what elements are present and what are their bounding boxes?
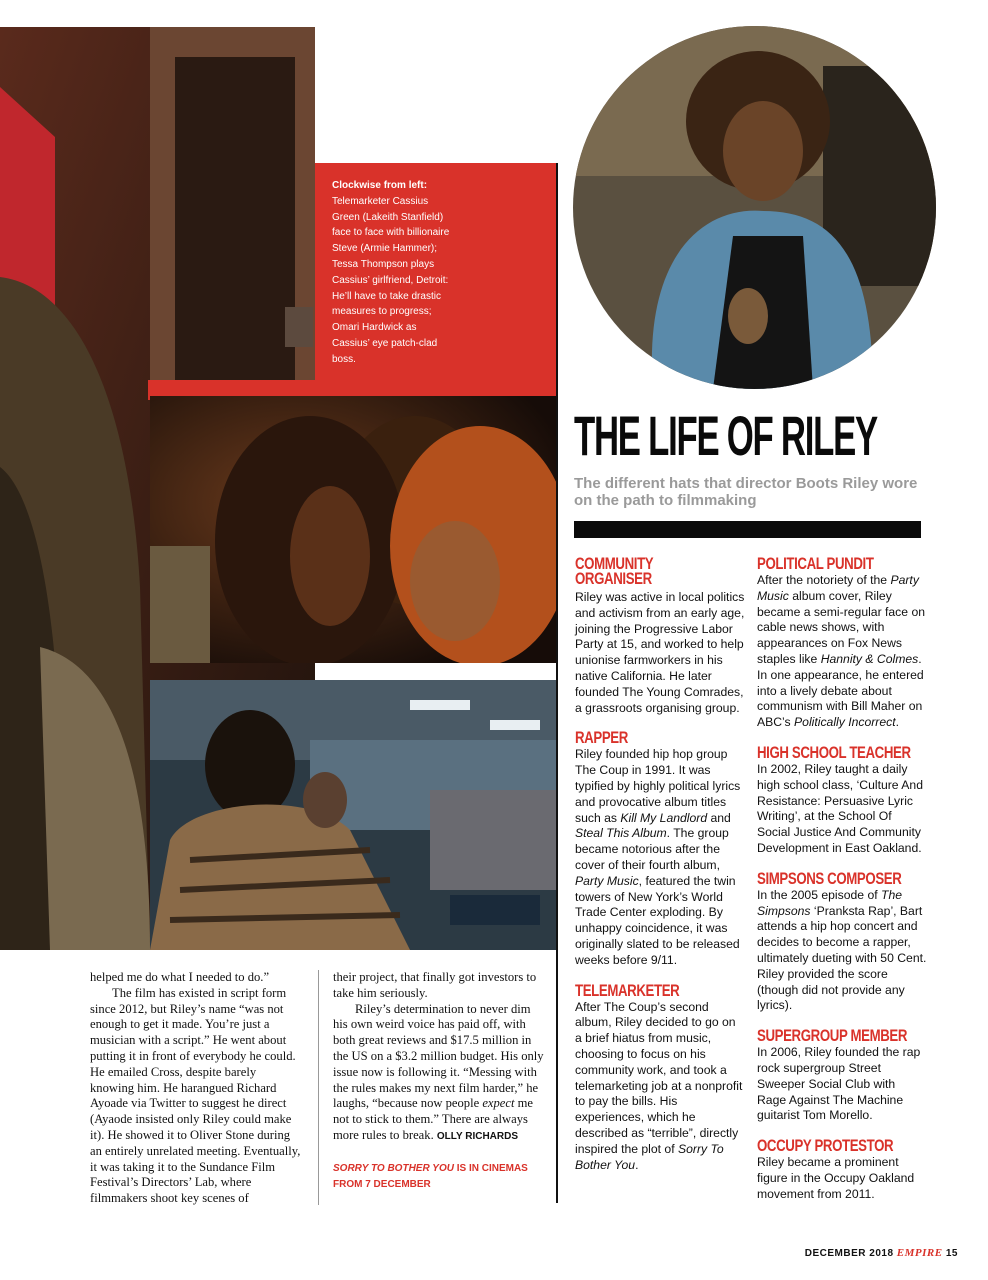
section-occupy-protestor <box>757 1138 927 1202</box>
section-high-school-teacher <box>757 742 927 857</box>
section-heading: OCCUPY PROTESTOR <box>757 1136 894 1156</box>
body-paragraph: their project, that finally got investors to take him seriously. <box>333 970 537 1000</box>
release-date-text: IS IN CINEMAS FROM 7 DECEMBER <box>333 1162 528 1190</box>
feature-headline: THE LIFE OF RILEY <box>574 404 877 467</box>
section-rapper <box>575 730 745 968</box>
section-political-pundit <box>757 556 927 731</box>
release-film-title: SORRY TO BOTHER YOU <box>333 1162 454 1174</box>
photo-boots-riley-portrait <box>573 26 936 389</box>
section-heading: COMMUNITY ORGANISER <box>575 554 654 588</box>
section-body: In 2006, Riley founded the rap rock supergroup Street Sweeper Social Club with Rage Against The Machine guitarist Tom Morello. <box>757 1045 921 1123</box>
column-divider <box>556 163 558 1203</box>
footer-date: DECEMBER 2018 <box>804 1248 894 1259</box>
section-simpsons-composer <box>757 868 927 1014</box>
body-column-1 <box>90 970 302 1207</box>
section-body: In the 2005 episode of The Simpsons ‘Pranksta Rap’, Bart attends a hip hop concert and decides to become a rapper, ultimately dueting with 50 Cent. Riley provided the score (though did not provide any lyrics). <box>757 887 927 1013</box>
feature-standfirst: The different hats that director Boots Riley wore on the path to filmmaking <box>574 475 918 509</box>
footer-brand-logo: EMPIRE <box>896 1247 943 1259</box>
section-body: Riley became a prominent figure in the Occupy Oakland movement from 2011. <box>757 1155 915 1201</box>
body-paragraph: Riley’s determination to never dim his own weird voice has paid off, with both great reviews and $17.5 million in the US on a $3.2 million budget. His only issue now is following it. “Messing with the rules makes my next film harder,” he laughs, “because now people expect me not to stick to them.” There are always more rules to break. OLLY RICHARDS <box>333 1001 544 1142</box>
body-column-2 <box>333 970 545 1192</box>
release-info <box>333 1161 545 1193</box>
photo-caption <box>332 178 450 368</box>
body-paragraph: helped me do what I needed to do.” <box>90 970 270 984</box>
caption-text: Telemarketer Cassius Green (Lakeith Stanfield) face to face with billionaire Steve (Armie Hammer); Tessa Thompson plays Cassius’ girlfriend, Detroit: He’ll have to take drastic measures to progress; Omari Hardwick as Cassius’ eye patch-clad boss. <box>332 195 450 365</box>
footer-page-number: 15 <box>945 1248 958 1259</box>
section-body: In 2002, Riley taught a daily high school class, ‘Culture And Resistance: Persuasive Lyric Writing’, at the School Of Social Justice And Community Development in East Oakland. <box>757 761 923 855</box>
photo-cassius-detroit <box>150 396 557 663</box>
section-heading: RAPPER <box>575 728 628 748</box>
sidebar-column-right <box>757 556 927 1203</box>
section-community-organiser <box>575 556 745 716</box>
body-paragraph: The film has existed in script form since 2012, but Riley’s name “was not enough to get it made. You’re just a musician with a script.” He went about putting it in front of everybody he could. He emailed Cross, despite barely knowing him. He harangued Richard Ayoade via Twitter to suggest he direct (Ayaode insisted only Riley could make it). He showed it to Oliver Stone during an entirely unrelated meeting. Eventually, it was taking it to the Sundance Film Festival’s Directors’ Lab, where filmmakers shoot key scenes of <box>90 985 301 1206</box>
photo-cassius-office <box>150 680 557 950</box>
section-supergroup-member <box>757 1028 927 1124</box>
page-footer <box>805 1247 958 1259</box>
section-heading: HIGH SCHOOL TEACHER <box>757 742 911 762</box>
section-telemarketer <box>575 980 745 1174</box>
section-heading: TELEMARKETER <box>575 980 680 1000</box>
body-column-divider <box>318 970 319 1205</box>
section-heading: SIMPSONS COMPOSER <box>757 868 902 888</box>
sidebar-column-left <box>575 556 745 1173</box>
section-heading: SUPERGROUP MEMBER <box>757 1026 908 1046</box>
section-body: Riley founded hip hop group The Coup in 1991. It was typified by highly political lyrics and provocative album titles such as Kill My Landlord and Steal This Album. The group became notorious after the cover of their fourth album, Party Music, featured the twin towers of New York’s World Trade Center exploding. By unhappy coincidence, it was originally slated to be released weeks before 9/11. <box>575 747 741 967</box>
section-body: Riley was active in local politics and activism from an early age, joining the Progressive Labor Party at 15, and worked to help unionise farmworkers in his native California. He later founded The Young Comrades, a grassroots organising group. <box>575 590 745 715</box>
caption-lead: Clockwise from left: <box>332 180 428 191</box>
headline-black-bar <box>574 521 921 538</box>
section-body: After the notoriety of the Party Music album cover, Riley became a semi-regular face on cable news shows, with appearances on Fox News staples like Hannity & Colmes. In one appearance, he entered into a lively debate about communism with Bill Maher on ABC’s Politically Incorrect. <box>757 573 926 730</box>
section-body: After The Coup’s second album, Riley decided to go on a brief hiatus from music, choosing to focus on his community work, and took a telemarketing job at a nonprofit to pay the bills. His experiences, which he described as “terrible”, directly inspired the plot of Sorry To Bother You. <box>575 999 743 1172</box>
section-heading: POLITICAL PUNDIT <box>757 554 874 573</box>
